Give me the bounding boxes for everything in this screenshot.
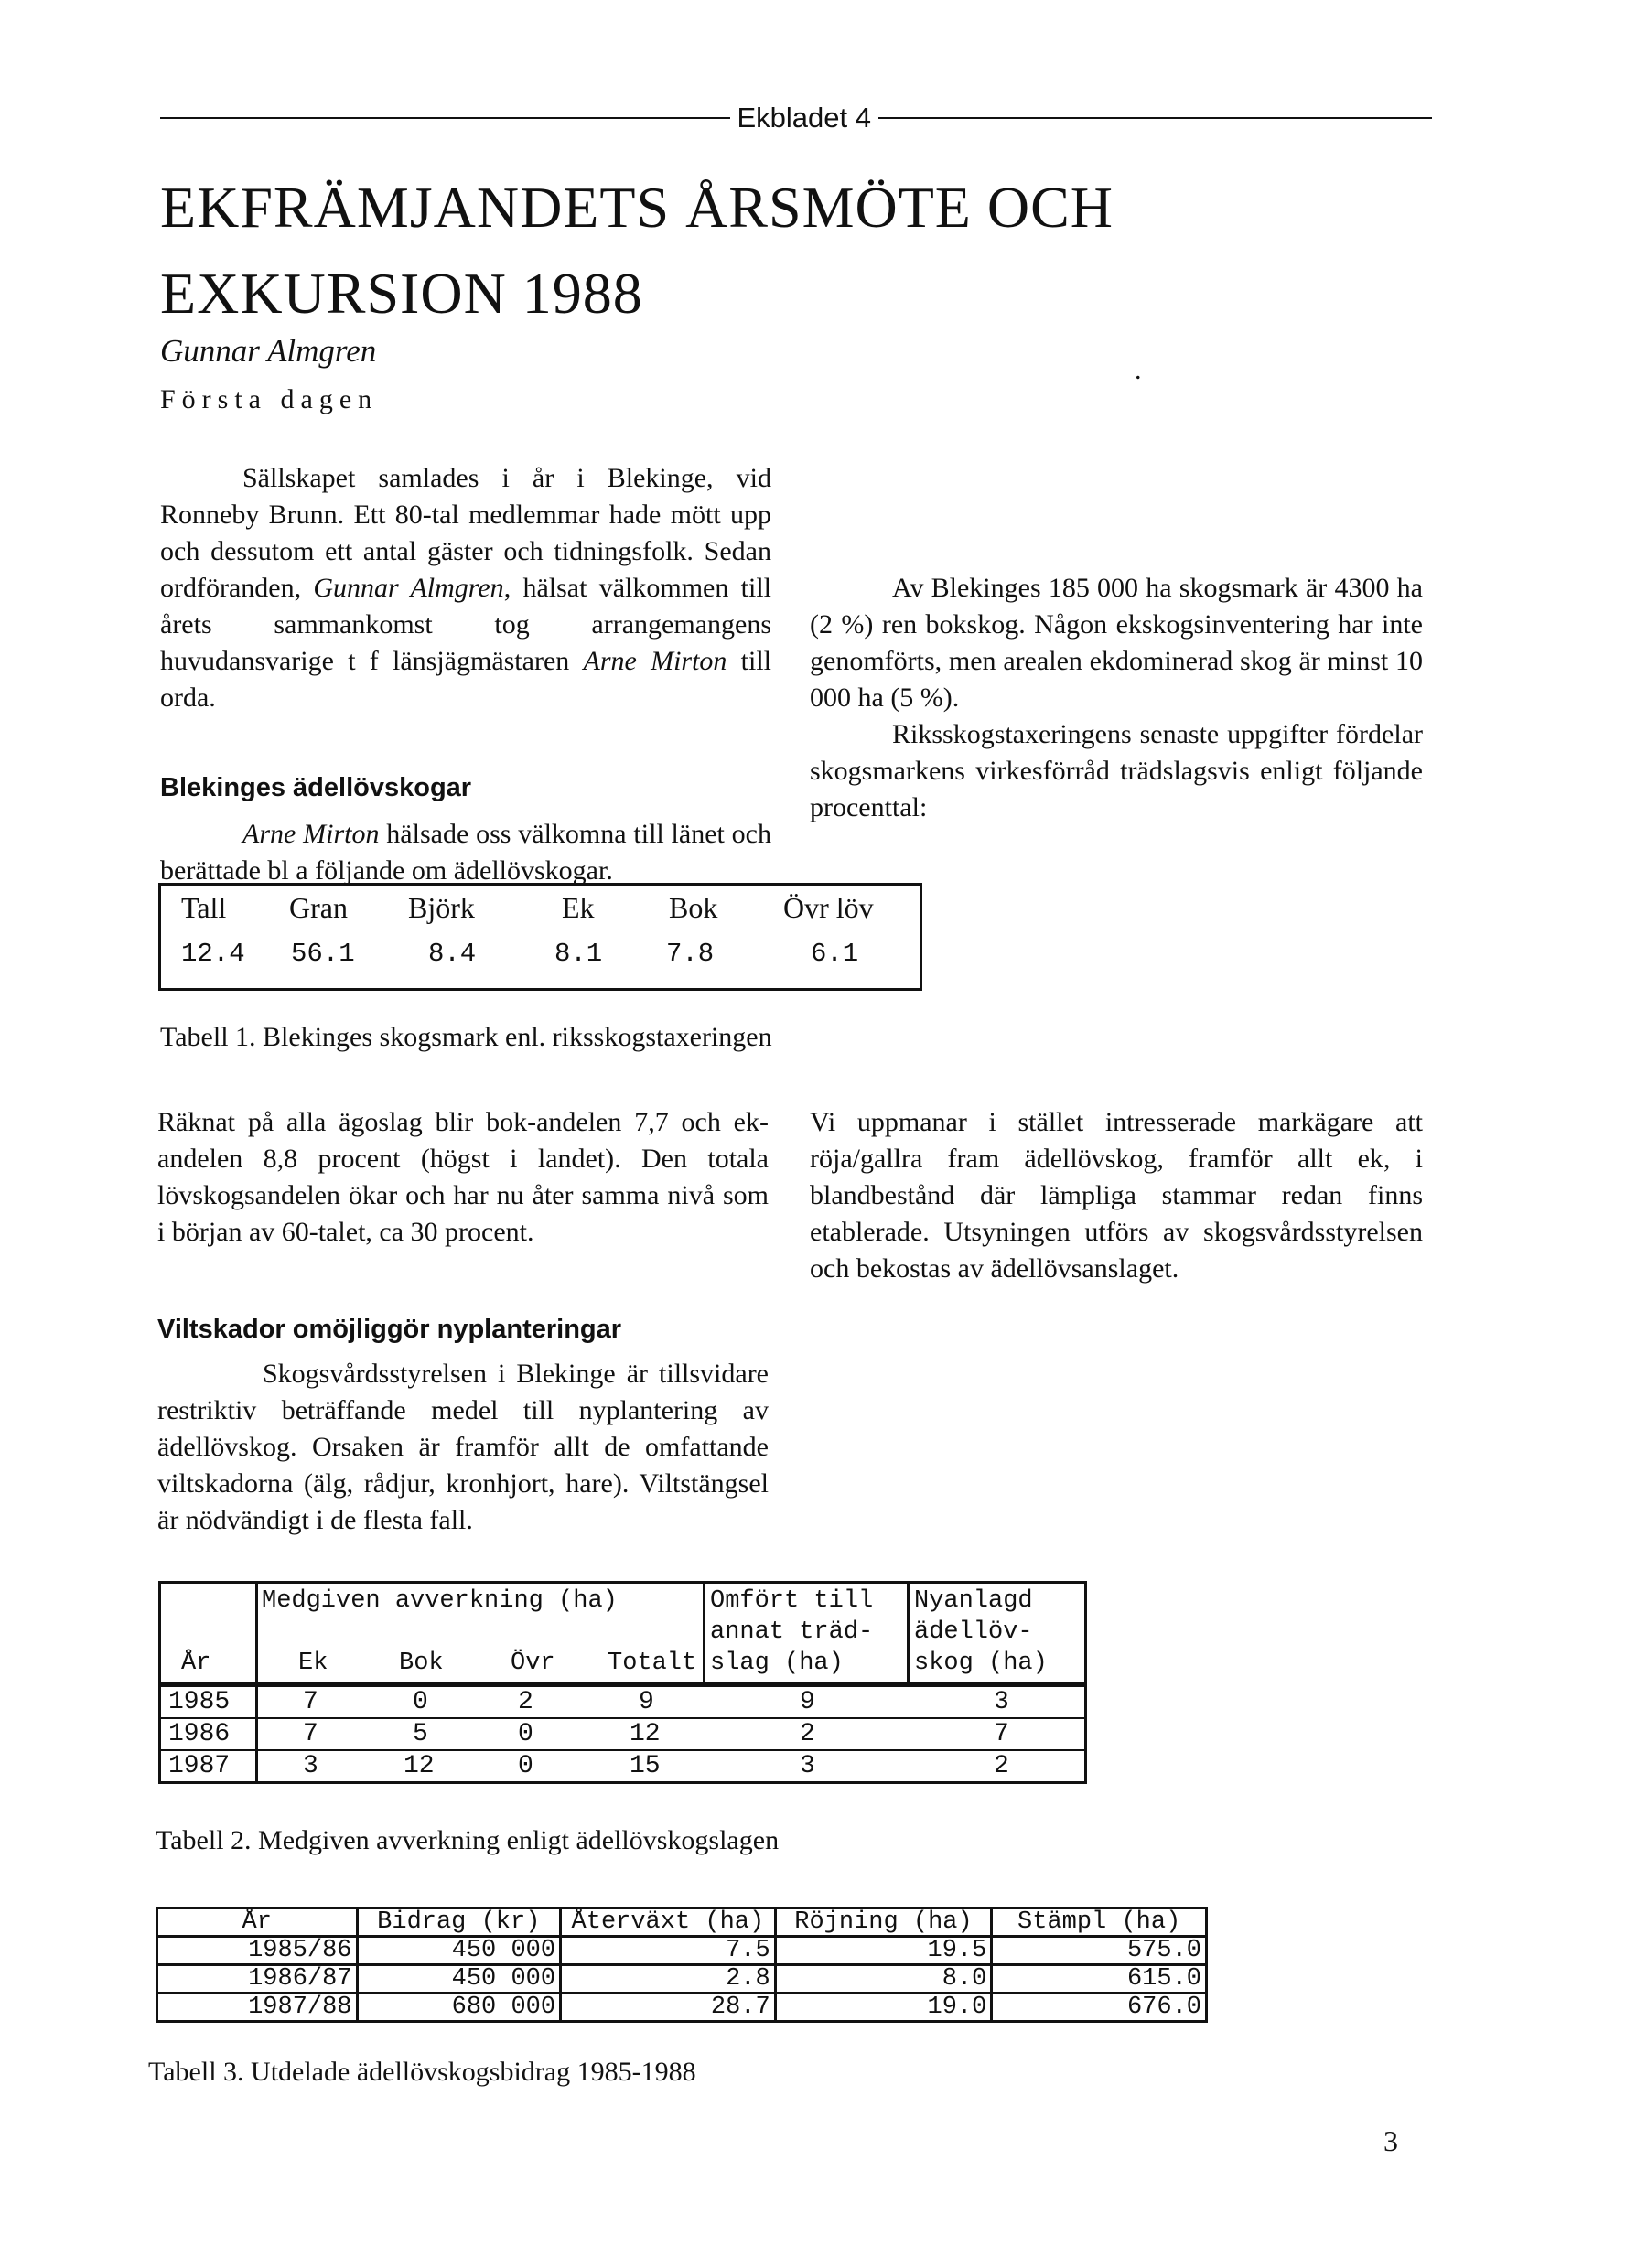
table2-col-ek: Ek xyxy=(298,1650,328,1677)
table2 xyxy=(158,1581,1087,1784)
table2-col-totalt: Totalt xyxy=(608,1650,697,1677)
left-column-lower xyxy=(157,1104,769,1539)
table1-value-cell: 8.1 xyxy=(554,939,603,969)
section2-paragraph-start: Skogsvårdsstyrelsen i Blekinge är tillsvidare restriktiv beträffande medel till nyplantering av ädellövskog. Orsaken är framför allt de omfattande viltskadorna (älg, rådjur, kronhjort, hare). Viltstängsel är nödvändigt i de flesta fall. xyxy=(157,1359,769,1535)
table1-caption: Tabell 1. Blekinges skogsmark enl. riksskogstaxeringen xyxy=(160,1022,772,1052)
table2-col-omfort: slag (ha) xyxy=(710,1650,844,1677)
person-name: Gunnar Almgren xyxy=(313,573,504,603)
table1-header-cell: Tall xyxy=(181,891,227,924)
table3-caption: Tabell 3. Utdelade ädellövskogsbidrag 1985-1988 xyxy=(148,2057,696,2087)
table1-header-cell: Gran xyxy=(289,891,348,924)
table2-divider xyxy=(703,1584,705,1682)
table1-header-cell: Övr löv xyxy=(783,891,874,924)
intro-paragraph: Sällskapet samlades i år i Blekinge, vid Ronneby Brunn. Ett 80-tal medlemmar hade mött upp och dessutom ett antal gäster och tidningsfolk. Sedan ordföranden, Gunnar Almgren, hälsat välkommen till årets sammankomst tog arrangemangens huvudansvarige t f länsjägmästaren Arne Mirton till orda. xyxy=(160,463,772,713)
table3-header-cell: År xyxy=(157,1908,358,1937)
article-title-line1: EKFRÄMJANDETS ÅRSMÖTE OCH xyxy=(160,175,1114,240)
table3-header-cell: Återväxt (ha) xyxy=(561,1908,776,1937)
article-title xyxy=(160,165,1487,337)
table1-value-row xyxy=(161,939,920,975)
table-row: 1985 7 0 2 9 9 3 xyxy=(161,1685,1084,1717)
table3 xyxy=(156,1907,1208,2023)
table-row: 1987/88 680 000 28.7 19.0 676.0 xyxy=(157,1994,1207,2022)
stray-mark: . xyxy=(1135,355,1142,385)
table1-header-cell: Bok xyxy=(669,891,718,924)
person-name: Arne Mirton xyxy=(242,819,380,849)
page-number: 3 xyxy=(1383,2124,1398,2157)
header-rule-right xyxy=(878,117,1432,119)
table2-col-year: År xyxy=(181,1650,211,1677)
table1-value-cell: 7.8 xyxy=(666,939,715,969)
day-label: Första dagen xyxy=(160,384,379,414)
table2-col-ovr: Övr xyxy=(511,1650,555,1677)
table2-divider xyxy=(255,1584,258,1682)
table2-col-omfort: Omfört till xyxy=(710,1587,874,1615)
table2-col-nyanlagd: Nyanlagd xyxy=(914,1587,1033,1615)
table3-header-cell: Röjning (ha) xyxy=(775,1908,992,1937)
table2-group-header: Medgiven avverkning (ha) xyxy=(262,1587,618,1615)
table1-value-cell: 56.1 xyxy=(291,939,355,969)
table2-col-omfort: annat träd- xyxy=(710,1618,874,1646)
running-header xyxy=(160,102,1432,134)
section-heading-adellovskogar: Blekinges ädellövskogar xyxy=(160,773,472,802)
right-column-lower xyxy=(810,1104,1423,1287)
table-row: 1986/87 450 000 2.8 8.0 615.0 xyxy=(157,1965,1207,1994)
table2-col-bok: Bok xyxy=(399,1650,444,1677)
table2-col-nyanlagd: skog (ha) xyxy=(914,1650,1048,1677)
table-row: 1985/86 450 000 7.5 19.5 575.0 xyxy=(157,1937,1207,1965)
table3-header-row xyxy=(157,1908,1207,1937)
table1 xyxy=(158,883,922,991)
table2-caption: Tabell 2. Medgiven avverkning enligt ädellövskogslagen xyxy=(156,1825,780,1855)
section1-paragraph-3: Riksskogstaxeringens senaste uppgifter fördelar skogsmarkens virkesförråd trädslagsvis enligt följande procenttal: xyxy=(810,719,1423,822)
table1-value-cell: 8.4 xyxy=(428,939,477,969)
table2-header xyxy=(161,1584,1084,1685)
table1-header-cell: Björk xyxy=(408,891,475,924)
table3-header-cell: Stämpl (ha) xyxy=(992,1908,1207,1937)
table2-divider xyxy=(907,1584,910,1682)
running-title: Ekbladet 4 xyxy=(737,102,871,134)
left-column-upper xyxy=(160,460,771,889)
table1-header-row xyxy=(161,891,920,928)
table-row: 1986 7 5 0 12 2 7 xyxy=(161,1717,1084,1749)
section2-paragraph-2: Vi uppmanar i stället intresserade markägare att röja/gallra fram ädellövskog, framför allt ek, i blandbestånd där lämpliga stammar redan finns etablerade. Utsyningen utförs av skogsvårdsstyrelsen och bekostas av ädellövsanslaget. xyxy=(810,1107,1423,1284)
table-row: 1987 3 12 0 15 3 2 xyxy=(161,1749,1084,1781)
section-heading-viltskador: Viltskador omöjliggör nyplanteringar xyxy=(157,1315,622,1344)
article-title-line2: EXKURSION 1988 xyxy=(160,261,643,326)
table1-value-cell: 6.1 xyxy=(811,939,859,969)
table3-header-cell: Bidrag (kr) xyxy=(357,1908,561,1937)
table1-value-cell: 12.4 xyxy=(181,939,245,969)
person-name: Arne Mirton xyxy=(583,646,727,676)
table1-header-cell: Ek xyxy=(562,891,595,924)
table2-col-nyanlagd: ädellöv- xyxy=(914,1618,1033,1646)
header-rule-left xyxy=(160,117,730,119)
section1-paragraph-4: Räknat på alla ägoslag blir bok-andelen 7,7 och ek-andelen 8,8 procent (högst i landet). Den totala lövskogsandelen ökar och har nu åter samma nivå som i början av 60-talet, ca 30 procent. xyxy=(157,1107,769,1247)
article-author: Gunnar Almgren xyxy=(160,333,377,369)
section1-paragraph-2: Av Blekinges 185 000 ha skogsmark är 4300 ha (2 %) ren bokskog. Någon ekskogsinventering har inte genomförts, men arealen ekdominerad skog är minst 10 000 ha (5 %). xyxy=(810,573,1423,713)
right-column-upper xyxy=(810,570,1423,826)
section1-paragraph-start: Arne Mirton hälsade oss välkomna till länet och berättade bl a följande om ädellövskogar. xyxy=(160,819,772,886)
